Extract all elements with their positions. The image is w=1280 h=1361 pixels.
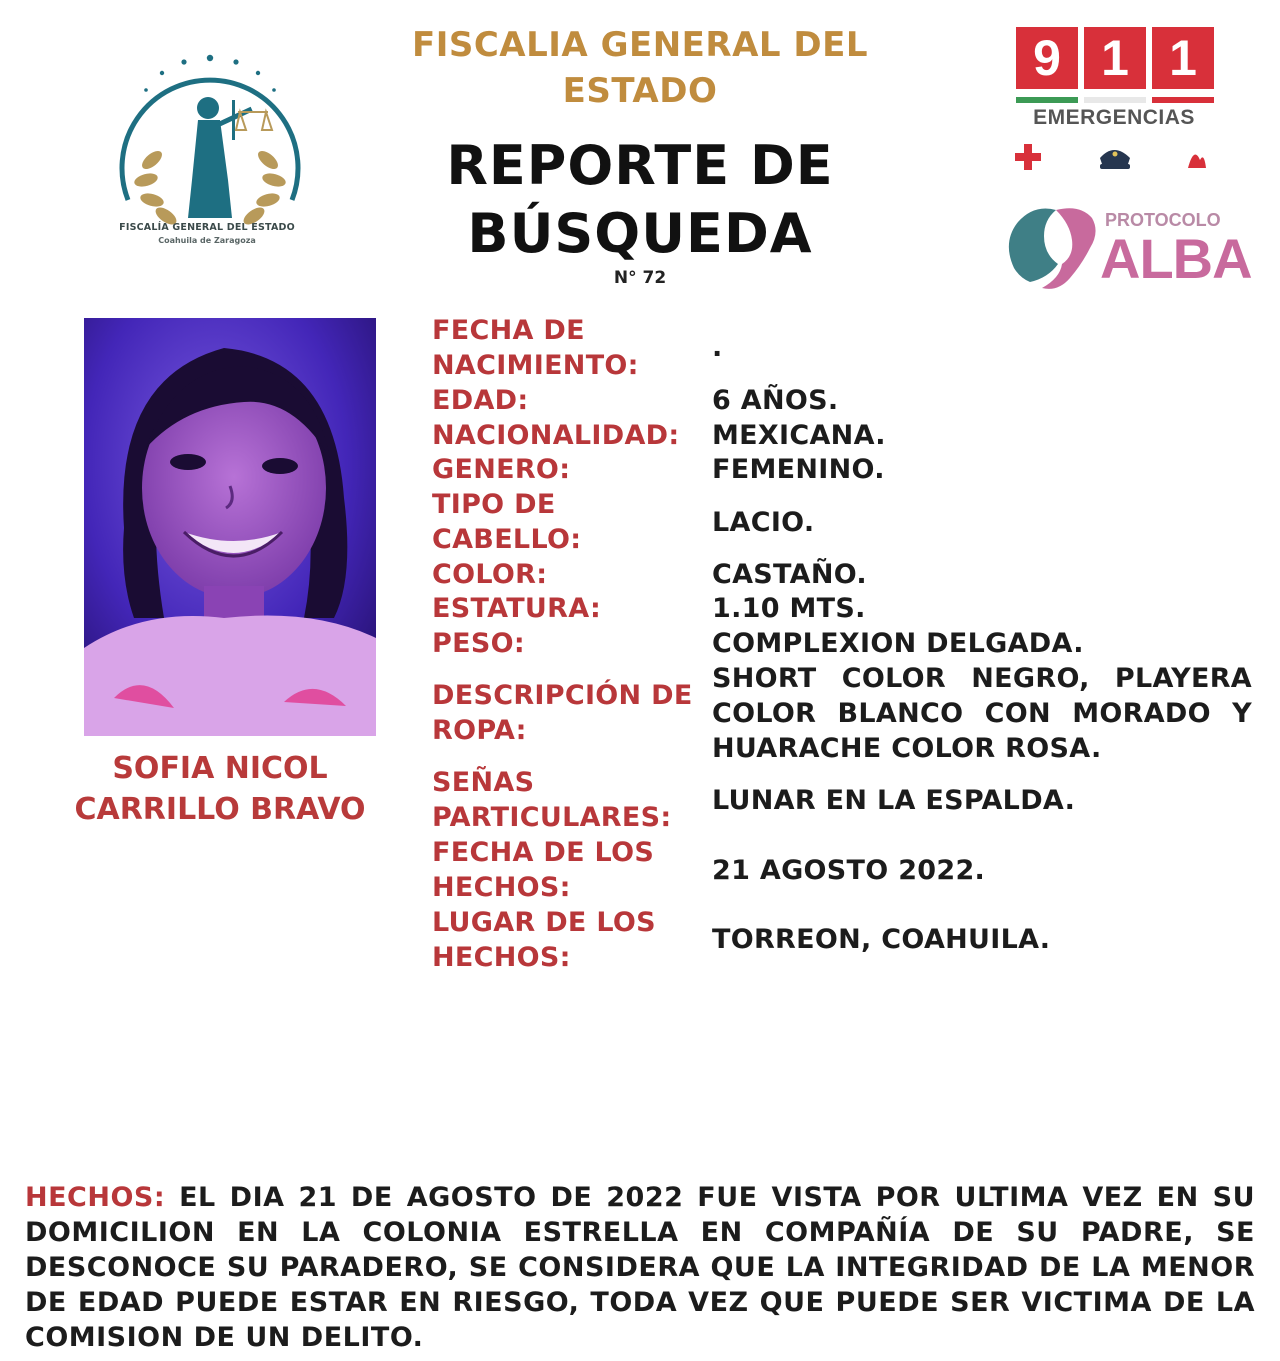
label-color: COLOR:	[432, 559, 548, 590]
emblem-agency-name: FISCALÍA GENERAL DEL ESTADO	[119, 222, 295, 233]
value-hair-type: LACIO.	[712, 507, 815, 538]
label-line: ROPA:	[432, 715, 527, 746]
facts-label: HECHOS:	[25, 1182, 166, 1213]
agency-title-line2: ESTADO	[562, 71, 718, 111]
label-line: SEÑAS	[432, 767, 535, 798]
label-event-place	[432, 905, 694, 975]
person-name-line1: SOFIA NICOL	[112, 751, 328, 786]
value-color: CASTAÑO.	[712, 559, 867, 590]
alba-wordmark: ALBA	[1100, 227, 1252, 290]
label-distinguishing-marks	[432, 765, 694, 835]
label-clothing	[432, 678, 694, 748]
flag-stripe-red	[1152, 97, 1214, 103]
report-title	[330, 132, 950, 268]
firefighter-icon	[1188, 155, 1206, 168]
label-line: TIPO DE	[432, 489, 556, 520]
emblem-state-name: Coahuila de Zaragoza	[158, 236, 256, 245]
label-line: NACIMIENTO:	[432, 350, 639, 381]
alba-protocol-label: PROTOCOLO	[1105, 210, 1221, 230]
flag-stripe-white	[1084, 97, 1146, 103]
medical-cross-icon	[1015, 144, 1041, 170]
missing-person-name	[40, 748, 400, 830]
value-event-place: TORREON, COAHUILA.	[712, 924, 1051, 955]
value-weight: COMPLEXION DELGADA.	[712, 628, 1084, 659]
label-height: ESTATURA:	[432, 593, 602, 624]
label-line: DESCRIPCIÓN DE	[432, 680, 693, 711]
agency-title-line1: FISCALIA GENERAL DEL	[411, 25, 869, 65]
missing-person-photo	[84, 318, 376, 736]
emergency-services-icons	[1008, 138, 1220, 178]
label-line: HECHOS:	[432, 872, 571, 903]
label-line: HECHOS:	[432, 942, 571, 973]
value-height: 1.10 MTS.	[712, 593, 866, 624]
value-nationality: MEXICANA.	[712, 420, 886, 451]
value-gender: FEMENINO.	[712, 454, 885, 485]
label-nationality: NACIONALIDAD:	[432, 420, 680, 451]
label-gender: GENERO:	[432, 454, 571, 485]
label-line: CABELLO:	[432, 524, 582, 555]
emergency-digit-1: 9	[1016, 27, 1078, 89]
agency-title	[330, 22, 950, 114]
emergency-digit-2: 1	[1084, 27, 1146, 89]
value-age: 6 AÑOS.	[712, 385, 839, 416]
label-line: PARTICULARES:	[432, 802, 672, 833]
flag-stripe-green	[1016, 97, 1078, 103]
label-event-date	[432, 835, 694, 905]
report-number: N° 72	[613, 268, 667, 288]
label-line: FECHA DE LOS	[432, 837, 655, 868]
value-clothing: SHORT COLOR NEGRO, PLAYERA COLOR BLANCO CON MORADO Y HUARACHE COLOR ROSA.	[712, 663, 1252, 764]
report-title-line2: BÚSQUEDA	[467, 202, 813, 265]
emergency-label: EMERGENCIAS	[1033, 106, 1195, 129]
label-line: FECHA DE	[432, 315, 585, 346]
emergency-digit-3: 1	[1152, 27, 1214, 89]
label-line: LUGAR DE LOS	[432, 907, 656, 938]
police-cap-icon	[1100, 150, 1130, 169]
facts-text: EL DIA 21 DE AGOSTO DE 2022 FUE VISTA POR ULTIMA VEZ EN SU DOMICILION EN LA COLONIA ESTRELLA EN COMPAÑÍA DE SU PADRE, SE DESCONOCE SU PARADERO, SE CONSIDERA QUE LA INTEGRIDAD DE LA MENOR DE EDAD PUEDE ESTAR EN RIESGO, TODA VEZ QUE PUEDE SER VICTIMA DE LA COMISION DE UN DELITO.	[25, 1182, 1256, 1353]
value-birth-date: .	[712, 332, 723, 363]
report-title-line1: REPORTE DE	[446, 134, 834, 197]
label-hair-type	[432, 487, 694, 557]
person-name-line2: CARRILLO BRAVO	[74, 792, 366, 827]
value-distinguishing-marks: LUNAR EN LA ESPALDA.	[712, 785, 1076, 816]
label-weight: PESO:	[432, 628, 525, 659]
value-event-date: 21 AGOSTO 2022.	[712, 855, 986, 886]
protocolo-alba-logo	[1000, 198, 1100, 294]
label-birth-date	[432, 313, 694, 383]
facts-paragraph	[25, 1180, 1255, 1355]
label-age: EDAD:	[432, 385, 529, 416]
